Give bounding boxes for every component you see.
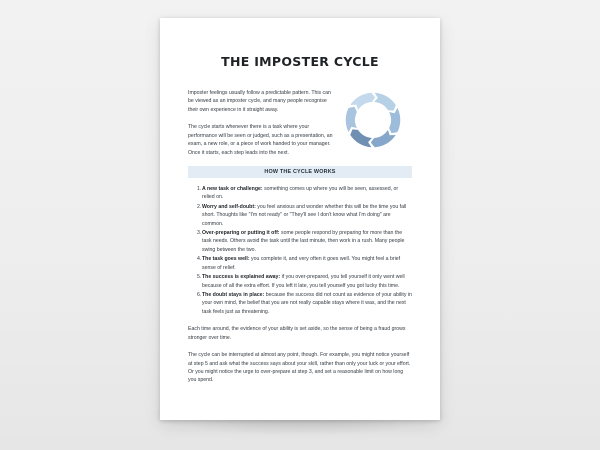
cycle-arrows-icon	[342, 89, 404, 151]
section-heading: HOW THE CYCLE WORKS	[188, 166, 412, 178]
intro-paragraph-1: Imposter feelings usually follow a predictable pattern. This can be viewed as an imposter cycle, and many people recognise their own experience in it straight away.	[188, 90, 331, 113]
step-text: you complete it, and very often it goes well. You might feel a brief sense of relief.	[202, 256, 401, 271]
step-text: if you over-prepared, you tell yourself it only went well because of all the extra effort. If you left it late, you tell yourself you got lucky this time.	[202, 274, 405, 289]
step-number: 4.	[197, 256, 202, 263]
page-title: THE IMPOSTER CYCLE	[221, 54, 379, 69]
step-text: because the success did not count as evidence of your ability in your own mind, the belief that you are not really capable stays where it was, and the next task feels just as threatening.	[202, 292, 412, 315]
closing-paragraph-2: The cycle can be interrupted at almost any point, though. For example, you might notice yourself at step 5 and ask what the success says about your skill, rather than only your luck or your effort. Or you might notice the urge to over-prepare at step 3, and set a reasonable limit on how long you spend.	[188, 352, 411, 384]
cycle-arrow-segment	[346, 107, 357, 132]
intro-paragraph-2: The cycle starts whenever there is a task where your performance will be seen or judged, such as a presentation, an exam, a new role, or a piece of work handed to your manager. Once it starts, each step leads into the next.	[188, 124, 333, 156]
cycle-arrow-segment	[389, 108, 400, 133]
step-number: 6.	[197, 292, 202, 299]
cycle-arrow-segment	[374, 93, 396, 111]
step-item	[197, 291, 412, 316]
closing-paragraph-1: Each time around, the evidence of your ability is set aside, so the sense of being a fraud grows stronger over time.	[188, 326, 406, 341]
step-number: 1.	[197, 185, 202, 192]
intro-section	[188, 89, 412, 157]
step-item	[197, 185, 412, 202]
step-item	[197, 229, 412, 254]
step-title: The task goes well:	[202, 256, 250, 263]
step-title: Worry and self-doubt:	[202, 203, 256, 210]
step-number: 2.	[197, 203, 202, 210]
step-title: Over-preparing or putting it off:	[202, 230, 280, 237]
step-text: something comes up where you will be seen, assessed, or relied on.	[202, 185, 399, 201]
step-item	[197, 273, 412, 290]
step-title: The doubt stays in place:	[202, 292, 265, 299]
step-number: 3.	[197, 230, 202, 237]
step-number: 5.	[197, 274, 202, 281]
step-text: you feel anxious and wonder whether this will be the time you fall short. Thoughts like "I'm not ready" or "They'll see I don't know what I'm doing" are common.	[202, 203, 407, 227]
step-item	[197, 255, 412, 272]
document-page	[160, 18, 440, 420]
step-item	[197, 203, 412, 228]
steps-list	[188, 185, 412, 316]
step-title: The success is explained away:	[202, 274, 281, 281]
cycle-arrow-segment	[350, 129, 372, 147]
step-text: some people respond by preparing for more than the task needs. Others avoid the task until the last minute, then work in a rush. Many people swing between the two.	[202, 230, 405, 253]
step-title: A new task or challenge:	[202, 185, 263, 192]
